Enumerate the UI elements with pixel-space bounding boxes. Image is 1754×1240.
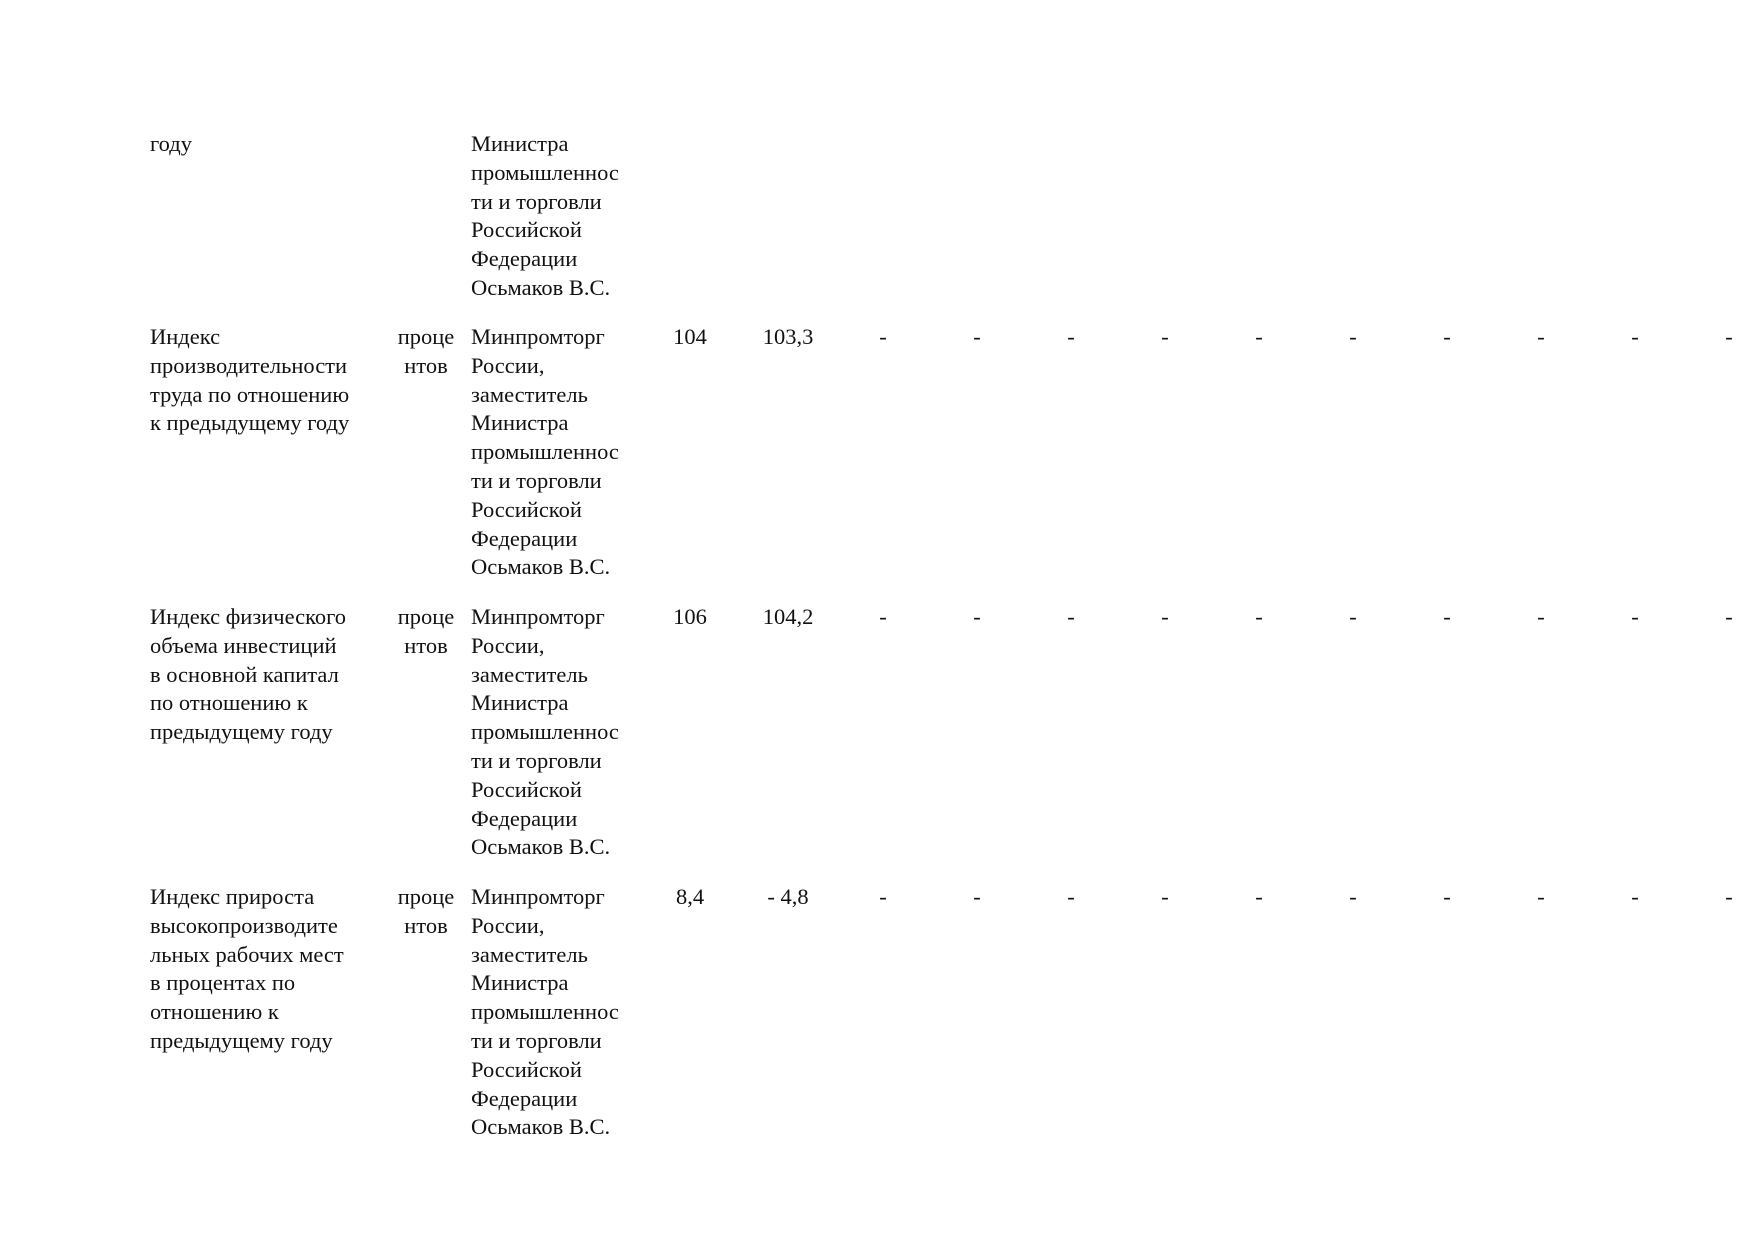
plan-value: 106 (673, 604, 707, 629)
empty-value-dash: - (1631, 604, 1639, 629)
empty-value-dash: - (973, 604, 981, 629)
indicator-name: Индекс физического объема инвестиций в основной капитал по отношению к предыдущему году (150, 604, 347, 745)
indicator-name: Индекс прироста высокопроизводите льных рабочих мест в процентах по отношению к предыдущему году (150, 884, 344, 1053)
empty-value-dash: - (1161, 884, 1169, 909)
empty-value-dash: - (1537, 324, 1545, 349)
empty-value-dash: - (1725, 884, 1733, 909)
empty-value-dash: - (1443, 324, 1451, 349)
empty-value-dash: - (1255, 324, 1263, 349)
responsible-cell: Министра промышленнос ти и торговли Российской Федерации Осьмаков В.С. (471, 131, 619, 300)
indicator-name: году (150, 131, 192, 156)
empty-value-dash: - (1443, 884, 1451, 909)
empty-value-dash: - (1725, 604, 1733, 629)
empty-value-dash: - (1161, 324, 1169, 349)
empty-value-dash: - (1067, 604, 1075, 629)
empty-value-dash: - (1537, 884, 1545, 909)
fact-value: - 4,8 (767, 884, 809, 909)
empty-value-dash: - (973, 884, 981, 909)
unit-cell: проце нтов (397, 604, 455, 658)
empty-value-dash: - (1255, 884, 1263, 909)
responsible-cell: Минпромторг России, заместитель Министра промышленнос ти и торговли Российской Федерации Осьмаков В.С. (471, 324, 619, 580)
responsible-cell: Минпромторг России, заместитель Министра промышленнос ти и торговли Российской Федерации Осьмаков В.С. (471, 884, 619, 1140)
indicator-name: Индекс производительности труда по отношению к предыдущему году (150, 324, 350, 436)
empty-value-dash: - (1255, 604, 1263, 629)
empty-value-dash: - (1349, 604, 1357, 629)
empty-value-dash: - (1443, 604, 1451, 629)
empty-value-dash: - (1537, 604, 1545, 629)
unit-cell: проце нтов (397, 324, 455, 378)
empty-value-dash: - (1631, 884, 1639, 909)
empty-value-dash: - (1631, 324, 1639, 349)
empty-value-dash: - (1725, 324, 1733, 349)
empty-value-dash: - (1349, 324, 1357, 349)
plan-value: 8,4 (675, 884, 705, 909)
empty-value-dash: - (1067, 884, 1075, 909)
empty-value-dash: - (973, 324, 981, 349)
responsible-cell: Минпромторг России, заместитель Министра промышленнос ти и торговли Российской Федерации Осьмаков В.С. (471, 604, 619, 860)
empty-value-dash: - (879, 324, 887, 349)
fact-value: 103,3 (762, 324, 814, 349)
empty-value-dash: - (1067, 324, 1075, 349)
empty-value-dash: - (879, 884, 887, 909)
empty-value-dash: - (879, 604, 887, 629)
unit-cell: проце нтов (397, 884, 455, 938)
empty-value-dash: - (1349, 884, 1357, 909)
plan-value: 104 (673, 324, 707, 349)
fact-value: 104,2 (762, 604, 814, 629)
empty-value-dash: - (1161, 604, 1169, 629)
